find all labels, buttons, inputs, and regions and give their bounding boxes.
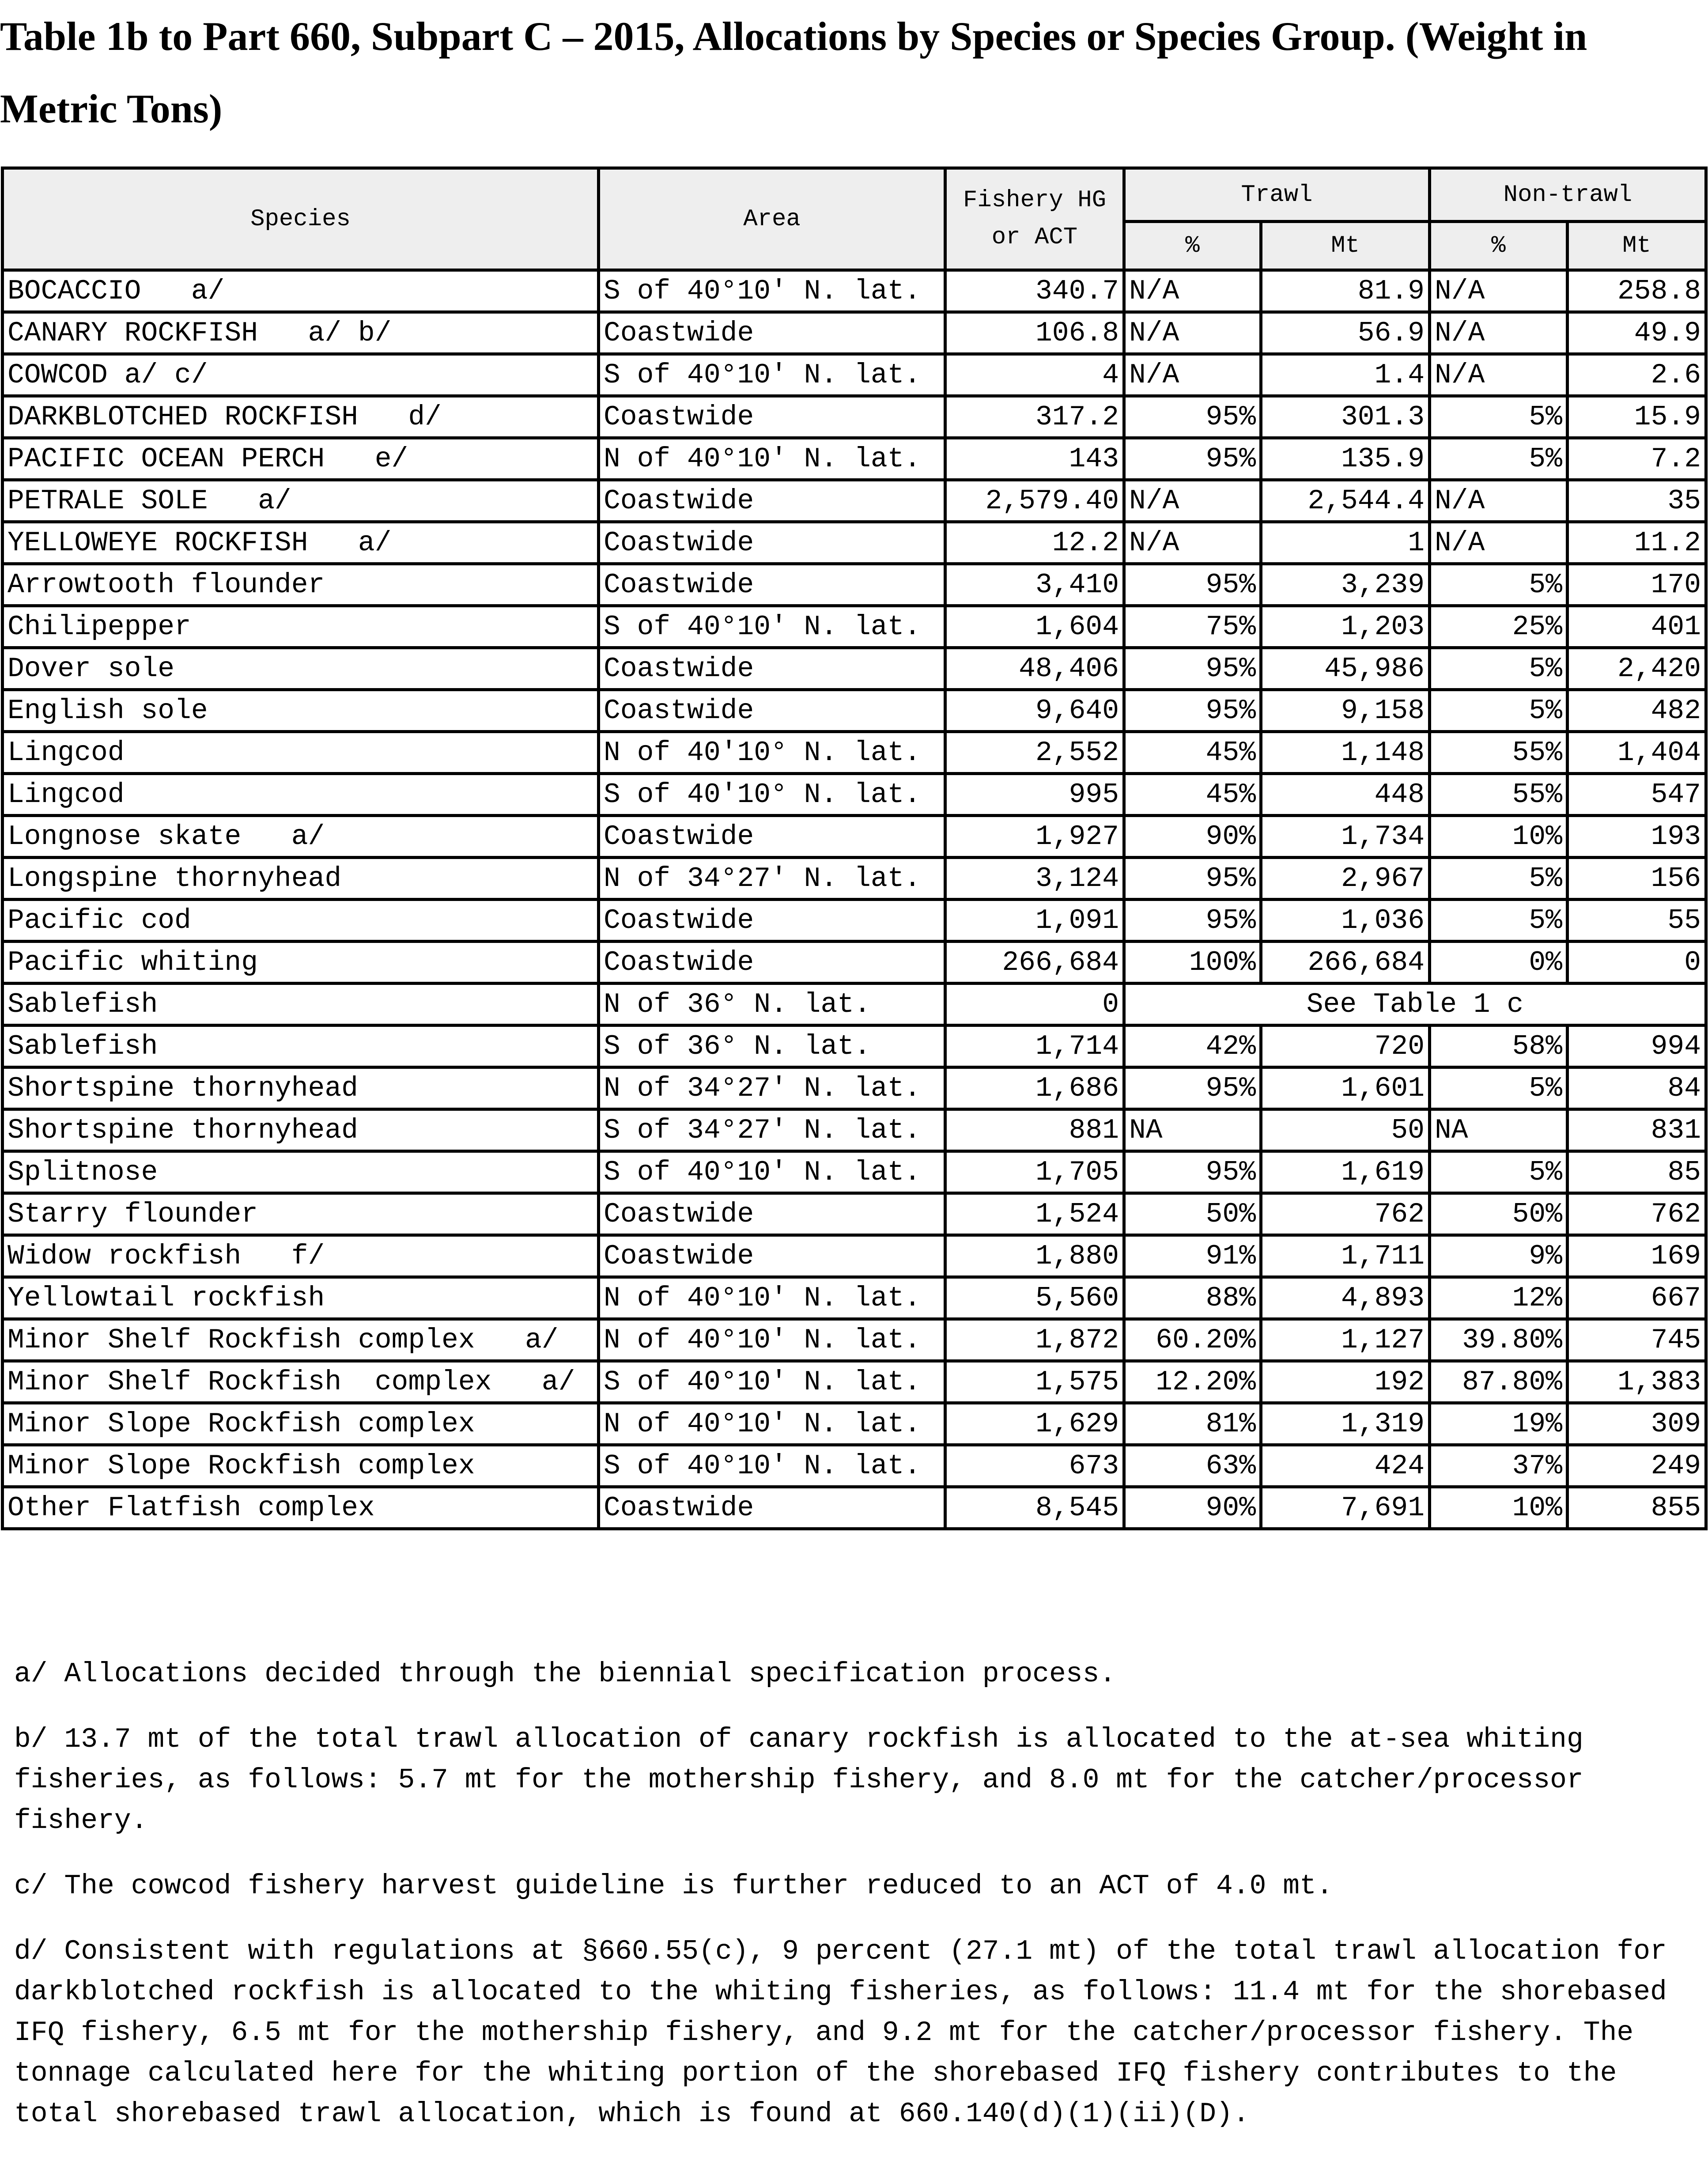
trawl-mt-cell: 1,203 — [1261, 606, 1430, 648]
species-cell: Splitnose — [3, 1151, 599, 1193]
nontrawl-pct-cell: 5% — [1430, 900, 1568, 942]
species-cell: English sole — [3, 690, 599, 732]
trawl-mt-cell: 762 — [1261, 1193, 1430, 1235]
area-cell: Coastwide — [599, 396, 945, 438]
species-cell: Shortspine thornyhead — [3, 1109, 599, 1151]
trawl-pct-cell: 95% — [1124, 1067, 1261, 1109]
trawl-mt-cell: 1,711 — [1261, 1235, 1430, 1277]
area-cell: N of 40°10' N. lat. — [599, 1319, 945, 1361]
trawl-pct-cell: 95% — [1124, 900, 1261, 942]
allocations-table — [1, 167, 1708, 1530]
header-nontrawl: Non-trawl — [1430, 168, 1706, 222]
header-nontrawl-mt: Mt — [1568, 222, 1706, 270]
table-row — [3, 438, 1706, 480]
nontrawl-pct-cell: 5% — [1430, 438, 1568, 480]
footnote: c/ The cowcod fishery harvest guideline is further reduced to an ACT of 4.0 mt. — [14, 1870, 1333, 1902]
footnote: a/ Allocations decided through the biennial specification process. — [14, 1658, 1116, 1690]
trawl-mt-cell: 135.9 — [1261, 438, 1430, 480]
table-row — [3, 1235, 1706, 1277]
footnote: d/ Consistent with regulations at §660.55(c), 9 percent (27.1 mt) of the total trawl allocation for darkblotched rockfish is allocated to the whiting fisheries, as follows: 11.4 mt for the shorebased IFQ fishery, 6.5 mt for the mothership fishery, and 9.2 mt for the catcher/processor fishery. The tonnage calculated here for the whiting portion of the shorebased IFQ fishery contributes to the total shorebased trawl allocation, which is found at 660.140(d)(1)(ii)(D). — [14, 1936, 1667, 2130]
species-cell: Yellowtail rockfish — [3, 1277, 599, 1319]
table-row — [3, 1319, 1706, 1361]
fishery-hg-cell: 143 — [945, 438, 1124, 480]
see-table-cell: See Table 1 c — [1124, 984, 1706, 1026]
area-cell: N of 36° N. lat. — [599, 984, 945, 1026]
nontrawl-mt-cell: 2,420 — [1568, 648, 1706, 690]
area-cell: N of 40'10° N. lat. — [599, 732, 945, 774]
table-row — [3, 312, 1706, 354]
nontrawl-pct-cell: 37% — [1430, 1445, 1568, 1487]
nontrawl-pct-cell: 55% — [1430, 732, 1568, 774]
trawl-pct-cell: 95% — [1124, 564, 1261, 606]
header-nontrawl-pct: % — [1430, 222, 1568, 270]
species-cell: YELLOWEYE ROCKFISH a/ — [3, 522, 599, 564]
fishery-hg-cell: 673 — [945, 1445, 1124, 1487]
area-cell: Coastwide — [599, 564, 945, 606]
area-cell: N of 40°10' N. lat. — [599, 1403, 945, 1445]
species-cell: DARKBLOTCHED ROCKFISH d/ — [3, 396, 599, 438]
area-cell: S of 40'10° N. lat. — [599, 774, 945, 816]
trawl-pct-cell: 95% — [1124, 396, 1261, 438]
nontrawl-pct-cell: 87.80% — [1430, 1361, 1568, 1403]
page-title: Table 1b to Part 660, Subpart C – 2015, Allocations by Species or Species Group. (Weight in Metric Tons) — [0, 14, 1587, 131]
nontrawl-mt-cell: 745 — [1568, 1319, 1706, 1361]
species-cell: Sablefish — [3, 1026, 599, 1067]
area-cell: S of 34°27' N. lat. — [599, 1109, 945, 1151]
fishery-hg-cell: 1,524 — [945, 1193, 1124, 1235]
table-row — [3, 396, 1706, 438]
trawl-mt-cell: 1,127 — [1261, 1319, 1430, 1361]
header-row-1 — [3, 168, 1706, 222]
header-species: Species — [3, 168, 599, 270]
trawl-pct-cell: NA — [1124, 1109, 1261, 1151]
trawl-pct-cell: 75% — [1124, 606, 1261, 648]
nontrawl-pct-cell: 5% — [1430, 1151, 1568, 1193]
fishery-hg-cell: 8,545 — [945, 1487, 1124, 1529]
trawl-pct-cell: 95% — [1124, 648, 1261, 690]
nontrawl-mt-cell: 193 — [1568, 816, 1706, 858]
table-row — [3, 1151, 1706, 1193]
area-cell: Coastwide — [599, 1193, 945, 1235]
trawl-mt-cell: 1,619 — [1261, 1151, 1430, 1193]
table-row — [3, 1067, 1706, 1109]
nontrawl-pct-cell: 50% — [1430, 1193, 1568, 1235]
area-cell: S of 36° N. lat. — [599, 1026, 945, 1067]
fishery-hg-cell: 1,705 — [945, 1151, 1124, 1193]
trawl-mt-cell: 4,893 — [1261, 1277, 1430, 1319]
header-area: Area — [599, 168, 945, 270]
nontrawl-pct-cell: 5% — [1430, 858, 1568, 900]
fishery-hg-cell: 1,686 — [945, 1067, 1124, 1109]
trawl-mt-cell: 720 — [1261, 1026, 1430, 1067]
table-row — [3, 564, 1706, 606]
nontrawl-pct-cell: N/A — [1430, 270, 1568, 312]
table-row — [3, 858, 1706, 900]
header-trawl-mt: Mt — [1261, 222, 1430, 270]
footnote: b/ 13.7 mt of the total trawl allocation of canary rockfish is allocated to the at-sea whiting fisheries, as follows: 5.7 mt for the mothership fishery, and 8.0 mt for the catcher/processor fishery. — [14, 1724, 1583, 1836]
trawl-mt-cell: 9,158 — [1261, 690, 1430, 732]
nontrawl-pct-cell: 0% — [1430, 942, 1568, 984]
species-cell: Arrowtooth flounder — [3, 564, 599, 606]
fishery-hg-cell: 2,579.40 — [945, 480, 1124, 522]
fishery-hg-cell: 1,927 — [945, 816, 1124, 858]
nontrawl-pct-cell: 12% — [1430, 1277, 1568, 1319]
fishery-hg-cell: 3,124 — [945, 858, 1124, 900]
trawl-mt-cell: 7,691 — [1261, 1487, 1430, 1529]
trawl-mt-cell: 81.9 — [1261, 270, 1430, 312]
trawl-mt-cell: 1,036 — [1261, 900, 1430, 942]
table-row — [3, 1277, 1706, 1319]
nontrawl-mt-cell: 994 — [1568, 1026, 1706, 1067]
table-row — [3, 1403, 1706, 1445]
trawl-pct-cell: 90% — [1124, 1487, 1261, 1529]
trawl-pct-cell: N/A — [1124, 270, 1261, 312]
table-row — [3, 774, 1706, 816]
species-cell: PACIFIC OCEAN PERCH e/ — [3, 438, 599, 480]
nontrawl-mt-cell: 831 — [1568, 1109, 1706, 1151]
trawl-pct-cell: 95% — [1124, 438, 1261, 480]
table-row — [3, 354, 1706, 396]
nontrawl-mt-cell: 547 — [1568, 774, 1706, 816]
table-row — [3, 648, 1706, 690]
species-cell: Pacific whiting — [3, 942, 599, 984]
species-cell: Dover sole — [3, 648, 599, 690]
fishery-hg-cell: 1,714 — [945, 1026, 1124, 1067]
nontrawl-mt-cell: 855 — [1568, 1487, 1706, 1529]
area-cell: S of 40°10' N. lat. — [599, 1151, 945, 1193]
area-cell: Coastwide — [599, 522, 945, 564]
trawl-mt-cell: 266,684 — [1261, 942, 1430, 984]
trawl-pct-cell: 90% — [1124, 816, 1261, 858]
species-cell: Starry flounder — [3, 1193, 599, 1235]
fishery-hg-cell: 340.7 — [945, 270, 1124, 312]
nontrawl-pct-cell: 19% — [1430, 1403, 1568, 1445]
nontrawl-mt-cell: 2.6 — [1568, 354, 1706, 396]
fishery-hg-cell: 1,872 — [945, 1319, 1124, 1361]
species-cell: Minor Slope Rockfish complex — [3, 1445, 599, 1487]
header-fishery-hg: Fishery HG or ACT — [945, 168, 1124, 270]
trawl-pct-cell: 95% — [1124, 1151, 1261, 1193]
fishery-hg-cell: 5,560 — [945, 1277, 1124, 1319]
nontrawl-pct-cell: 55% — [1430, 774, 1568, 816]
trawl-mt-cell: 50 — [1261, 1109, 1430, 1151]
trawl-pct-cell: 100% — [1124, 942, 1261, 984]
trawl-pct-cell: N/A — [1124, 480, 1261, 522]
species-cell: Longnose skate a/ — [3, 816, 599, 858]
fishery-hg-cell: 995 — [945, 774, 1124, 816]
trawl-mt-cell: 3,239 — [1261, 564, 1430, 606]
table-row — [3, 1487, 1706, 1529]
nontrawl-pct-cell: 5% — [1430, 1067, 1568, 1109]
nontrawl-pct-cell: 5% — [1430, 564, 1568, 606]
nontrawl-pct-cell: 10% — [1430, 816, 1568, 858]
trawl-mt-cell: 301.3 — [1261, 396, 1430, 438]
table-row — [3, 480, 1706, 522]
species-cell: Lingcod — [3, 774, 599, 816]
species-cell: Minor Shelf Rockfish complex a/ — [3, 1319, 599, 1361]
nontrawl-mt-cell: 11.2 — [1568, 522, 1706, 564]
trawl-pct-cell: 63% — [1124, 1445, 1261, 1487]
nontrawl-mt-cell: 762 — [1568, 1193, 1706, 1235]
table-row — [3, 270, 1706, 312]
fishery-hg-cell: 9,640 — [945, 690, 1124, 732]
nontrawl-pct-cell: N/A — [1430, 354, 1568, 396]
species-cell: Minor Slope Rockfish complex — [3, 1403, 599, 1445]
fishery-hg-cell: 0 — [945, 984, 1124, 1026]
nontrawl-mt-cell: 249 — [1568, 1445, 1706, 1487]
nontrawl-mt-cell: 169 — [1568, 1235, 1706, 1277]
trawl-mt-cell: 1 — [1261, 522, 1430, 564]
area-cell: Coastwide — [599, 1235, 945, 1277]
trawl-pct-cell: N/A — [1124, 354, 1261, 396]
trawl-pct-cell: 45% — [1124, 774, 1261, 816]
nontrawl-mt-cell: 156 — [1568, 858, 1706, 900]
table-row — [3, 1193, 1706, 1235]
nontrawl-pct-cell: NA — [1430, 1109, 1568, 1151]
trawl-pct-cell: 95% — [1124, 858, 1261, 900]
species-cell: Minor Shelf Rockfish complex a/ — [3, 1361, 599, 1403]
species-cell: Widow rockfish f/ — [3, 1235, 599, 1277]
header-trawl: Trawl — [1124, 168, 1430, 222]
nontrawl-mt-cell: 84 — [1568, 1067, 1706, 1109]
species-cell: PETRALE SOLE a/ — [3, 480, 599, 522]
species-cell: BOCACCIO a/ — [3, 270, 599, 312]
fishery-hg-cell: 106.8 — [945, 312, 1124, 354]
nontrawl-mt-cell: 482 — [1568, 690, 1706, 732]
nontrawl-mt-cell: 258.8 — [1568, 270, 1706, 312]
species-cell: Shortspine thornyhead — [3, 1067, 599, 1109]
area-cell: Coastwide — [599, 480, 945, 522]
area-cell: S of 40°10' N. lat. — [599, 354, 945, 396]
species-cell: Chilipepper — [3, 606, 599, 648]
fishery-hg-cell: 1,629 — [945, 1403, 1124, 1445]
table-body — [3, 270, 1706, 1529]
nontrawl-mt-cell: 0 — [1568, 942, 1706, 984]
table-row — [3, 1109, 1706, 1151]
nontrawl-pct-cell: 9% — [1430, 1235, 1568, 1277]
nontrawl-pct-cell: N/A — [1430, 312, 1568, 354]
nontrawl-pct-cell: N/A — [1430, 522, 1568, 564]
nontrawl-mt-cell: 55 — [1568, 900, 1706, 942]
trawl-pct-cell: 91% — [1124, 1235, 1261, 1277]
table-row — [3, 732, 1706, 774]
nontrawl-mt-cell: 401 — [1568, 606, 1706, 648]
area-cell: Coastwide — [599, 942, 945, 984]
nontrawl-pct-cell: 5% — [1430, 690, 1568, 732]
area-cell: N of 40°10' N. lat. — [599, 438, 945, 480]
table-row — [3, 816, 1706, 858]
area-cell: S of 40°10' N. lat. — [599, 606, 945, 648]
fishery-hg-cell: 1,880 — [945, 1235, 1124, 1277]
area-cell: Coastwide — [599, 900, 945, 942]
trawl-mt-cell: 1.4 — [1261, 354, 1430, 396]
area-cell: N of 40°10' N. lat. — [599, 1277, 945, 1319]
nontrawl-mt-cell: 1,404 — [1568, 732, 1706, 774]
species-cell: COWCOD a/ c/ — [3, 354, 599, 396]
header-trawl-pct: % — [1124, 222, 1261, 270]
fishery-hg-cell: 1,575 — [945, 1361, 1124, 1403]
nontrawl-mt-cell: 667 — [1568, 1277, 1706, 1319]
trawl-mt-cell: 192 — [1261, 1361, 1430, 1403]
nontrawl-pct-cell: 5% — [1430, 648, 1568, 690]
area-cell: N of 34°27' N. lat. — [599, 858, 945, 900]
trawl-pct-cell: 45% — [1124, 732, 1261, 774]
table-row — [3, 900, 1706, 942]
area-cell: S of 40°10' N. lat. — [599, 270, 945, 312]
nontrawl-mt-cell: 15.9 — [1568, 396, 1706, 438]
species-cell: Other Flatfish complex — [3, 1487, 599, 1529]
nontrawl-mt-cell: 7.2 — [1568, 438, 1706, 480]
trawl-mt-cell: 1,734 — [1261, 816, 1430, 858]
fishery-hg-cell: 3,410 — [945, 564, 1124, 606]
area-cell: S of 40°10' N. lat. — [599, 1361, 945, 1403]
nontrawl-mt-cell: 170 — [1568, 564, 1706, 606]
species-cell: Longspine thornyhead — [3, 858, 599, 900]
table-row — [3, 606, 1706, 648]
table-row — [3, 984, 1706, 1026]
area-cell: Coastwide — [599, 1487, 945, 1529]
nontrawl-mt-cell: 85 — [1568, 1151, 1706, 1193]
trawl-pct-cell: N/A — [1124, 312, 1261, 354]
nontrawl-pct-cell: N/A — [1430, 480, 1568, 522]
area-cell: Coastwide — [599, 816, 945, 858]
area-cell: Coastwide — [599, 648, 945, 690]
nontrawl-mt-cell: 49.9 — [1568, 312, 1706, 354]
table-row — [3, 690, 1706, 732]
fishery-hg-cell: 317.2 — [945, 396, 1124, 438]
nontrawl-mt-cell: 1,383 — [1568, 1361, 1706, 1403]
trawl-pct-cell: 42% — [1124, 1026, 1261, 1067]
fishery-hg-cell: 2,552 — [945, 732, 1124, 774]
trawl-pct-cell: 81% — [1124, 1403, 1261, 1445]
species-cell: Lingcod — [3, 732, 599, 774]
nontrawl-pct-cell: 39.80% — [1430, 1319, 1568, 1361]
footnotes — [14, 1654, 1701, 2159]
fishery-hg-cell: 266,684 — [945, 942, 1124, 984]
area-cell: Coastwide — [599, 312, 945, 354]
trawl-mt-cell: 45,986 — [1261, 648, 1430, 690]
species-cell: Sablefish — [3, 984, 599, 1026]
table-row — [3, 522, 1706, 564]
trawl-mt-cell: 2,544.4 — [1261, 480, 1430, 522]
trawl-mt-cell: 1,601 — [1261, 1067, 1430, 1109]
nontrawl-pct-cell: 25% — [1430, 606, 1568, 648]
trawl-mt-cell: 424 — [1261, 1445, 1430, 1487]
nontrawl-pct-cell: 58% — [1430, 1026, 1568, 1067]
trawl-mt-cell: 1,319 — [1261, 1403, 1430, 1445]
trawl-mt-cell: 2,967 — [1261, 858, 1430, 900]
fishery-hg-cell: 48,406 — [945, 648, 1124, 690]
fishery-hg-cell: 1,604 — [945, 606, 1124, 648]
fishery-hg-cell: 1,091 — [945, 900, 1124, 942]
area-cell: S of 40°10' N. lat. — [599, 1445, 945, 1487]
species-cell: CANARY ROCKFISH a/ b/ — [3, 312, 599, 354]
trawl-mt-cell: 56.9 — [1261, 312, 1430, 354]
nontrawl-mt-cell: 309 — [1568, 1403, 1706, 1445]
nontrawl-mt-cell: 35 — [1568, 480, 1706, 522]
species-cell: Pacific cod — [3, 900, 599, 942]
trawl-pct-cell: 50% — [1124, 1193, 1261, 1235]
fishery-hg-cell: 12.2 — [945, 522, 1124, 564]
table-row — [3, 942, 1706, 984]
nontrawl-pct-cell: 10% — [1430, 1487, 1568, 1529]
trawl-pct-cell: N/A — [1124, 522, 1261, 564]
trawl-mt-cell: 448 — [1261, 774, 1430, 816]
table-row — [3, 1026, 1706, 1067]
area-cell: N of 34°27' N. lat. — [599, 1067, 945, 1109]
fishery-hg-cell: 881 — [945, 1109, 1124, 1151]
trawl-mt-cell: 1,148 — [1261, 732, 1430, 774]
trawl-pct-cell: 95% — [1124, 690, 1261, 732]
table-row — [3, 1361, 1706, 1403]
table-row — [3, 1445, 1706, 1487]
trawl-pct-cell: 12.20% — [1124, 1361, 1261, 1403]
trawl-pct-cell: 60.20% — [1124, 1319, 1261, 1361]
fishery-hg-cell: 4 — [945, 354, 1124, 396]
area-cell: Coastwide — [599, 690, 945, 732]
nontrawl-pct-cell: 5% — [1430, 396, 1568, 438]
trawl-pct-cell: 88% — [1124, 1277, 1261, 1319]
